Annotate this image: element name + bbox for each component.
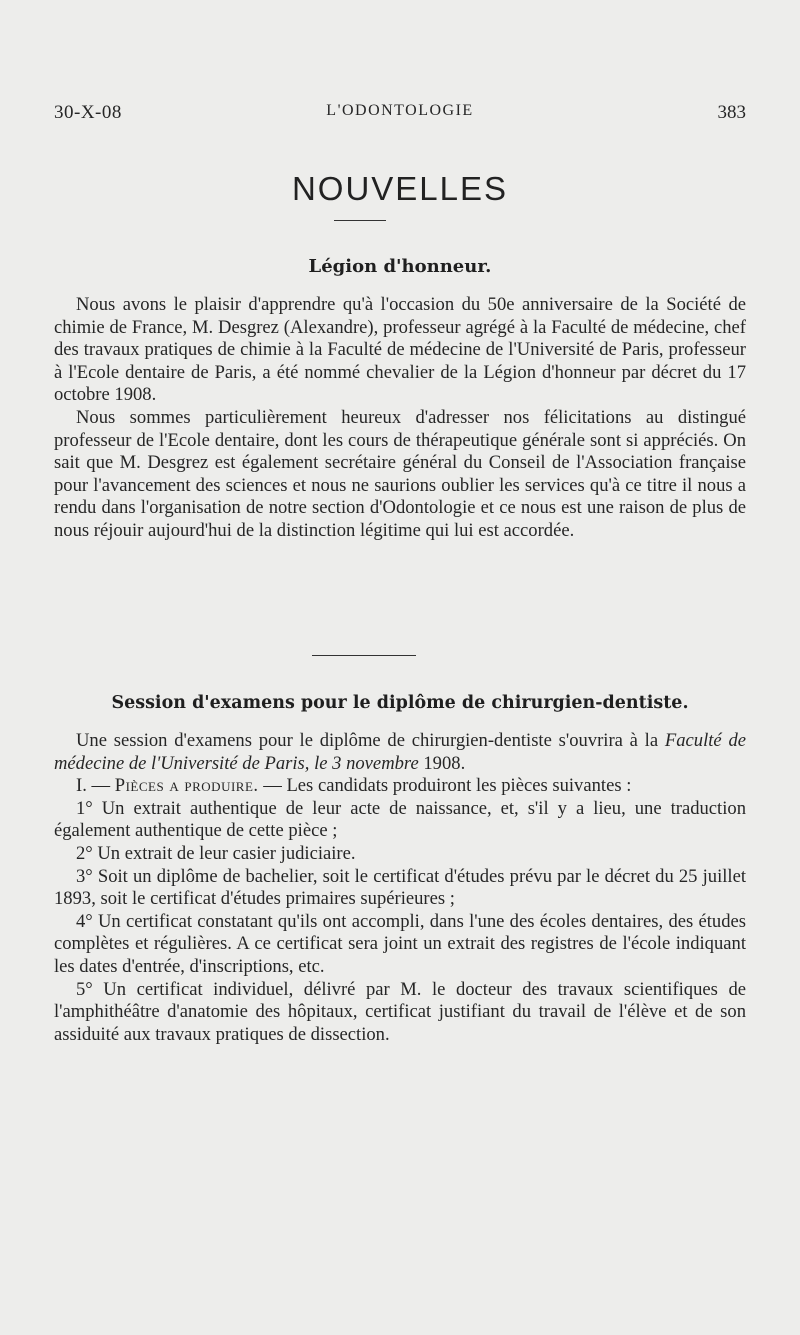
header-date: 30-X-08 <box>54 102 122 123</box>
pieces-text: — Les candidats produiront les pièces suivantes : <box>263 775 632 797</box>
intro-text: Une session d'examens pour le diplôme de chirurgien-dentiste s'ouvrira à la <box>76 730 659 751</box>
pieces-paragraph <box>54 775 746 798</box>
page-number: 383 <box>717 102 746 123</box>
section-heading-legion: Légion d'honneur. <box>308 256 492 277</box>
journal-title: L'ODONTOLOGIE <box>326 102 474 119</box>
intro-paragraph <box>54 730 746 775</box>
list-item: 3° Soit un diplôme de bachelier, soit le certificat d'études prévu par le décret du 25 juillet 1893, soit le certificat d'études primaires supérieures ; <box>54 865 746 910</box>
list-item: 5° Un certificat individuel, délivré par M. le docteur des travaux scientifiques de l'amphithéâtre d'anatomie des hôpitaux, certificat justifiant du travail de l'élève et de son assiduité aux travaux pratiques de dissection. <box>54 978 746 1045</box>
intro-end: 1908. <box>423 752 466 774</box>
paragraph: Nous avons le plaisir d'apprendre qu'à l'occasion du 50e anniversaire de la Société de chimie de France, M. Desgrez (Alexandre), professeur agrégé à la Faculté de médecine, chef des travaux pratiques de chimie à la Faculté de médecine de l'Université de Paris, professeur à l'Ecole dentaire de Paris, a été nommé chevalier de la Légion d'honneur par décret du 17 octobre 1908. <box>54 294 746 406</box>
section-body-legion <box>54 294 746 543</box>
list-item: 1° Un extrait authentique de leur acte de naissance, et, s'il y a lieu, une traduction également authentique de cette pièce ; <box>54 797 746 842</box>
list-item: 4° Un certificat constatant qu'ils ont accompli, dans l'une des écoles dentaires, des études complètes et régulières. A ce certificat sera joint un extrait des registres de l'école indiquant les dates d'entrée, d'inscriptions, etc. <box>54 910 746 977</box>
running-head <box>54 102 746 128</box>
section-divider <box>312 655 416 656</box>
section-heading-session: Session d'examens pour le diplôme de chirurgien-dentiste. <box>111 693 689 713</box>
pieces-label: Pièces a produire. <box>114 775 259 797</box>
paragraph: Nous sommes particulièrement heureux d'adresser nos félicitations au distingué professeur de l'Ecole dentaire, dont les cours de thérapeutique générale sont si appréciés. On sait que M. Desgrez est également secrétaire général du Conseil de l'Association française pour l'avancement des sciences et nous ne saurions oublier les services qu'à ce titre il nous a rendu dans l'organisation de notre section d'Odontologie et ce nous est une raison de plus de nous réjouir aujourd'hui de la distinction légitime qui lui est accordée. <box>54 406 746 541</box>
list-item: 2° Un extrait de leur casier judiciaire. <box>76 842 356 864</box>
intro-italic: Faculté de médecine de l'Université de Paris, le 3 novembre <box>54 730 746 774</box>
section-body-session <box>54 730 746 1046</box>
pieces-number: I. — <box>76 775 111 797</box>
page-title: NOUVELLES <box>291 170 509 207</box>
title-divider <box>334 220 386 221</box>
